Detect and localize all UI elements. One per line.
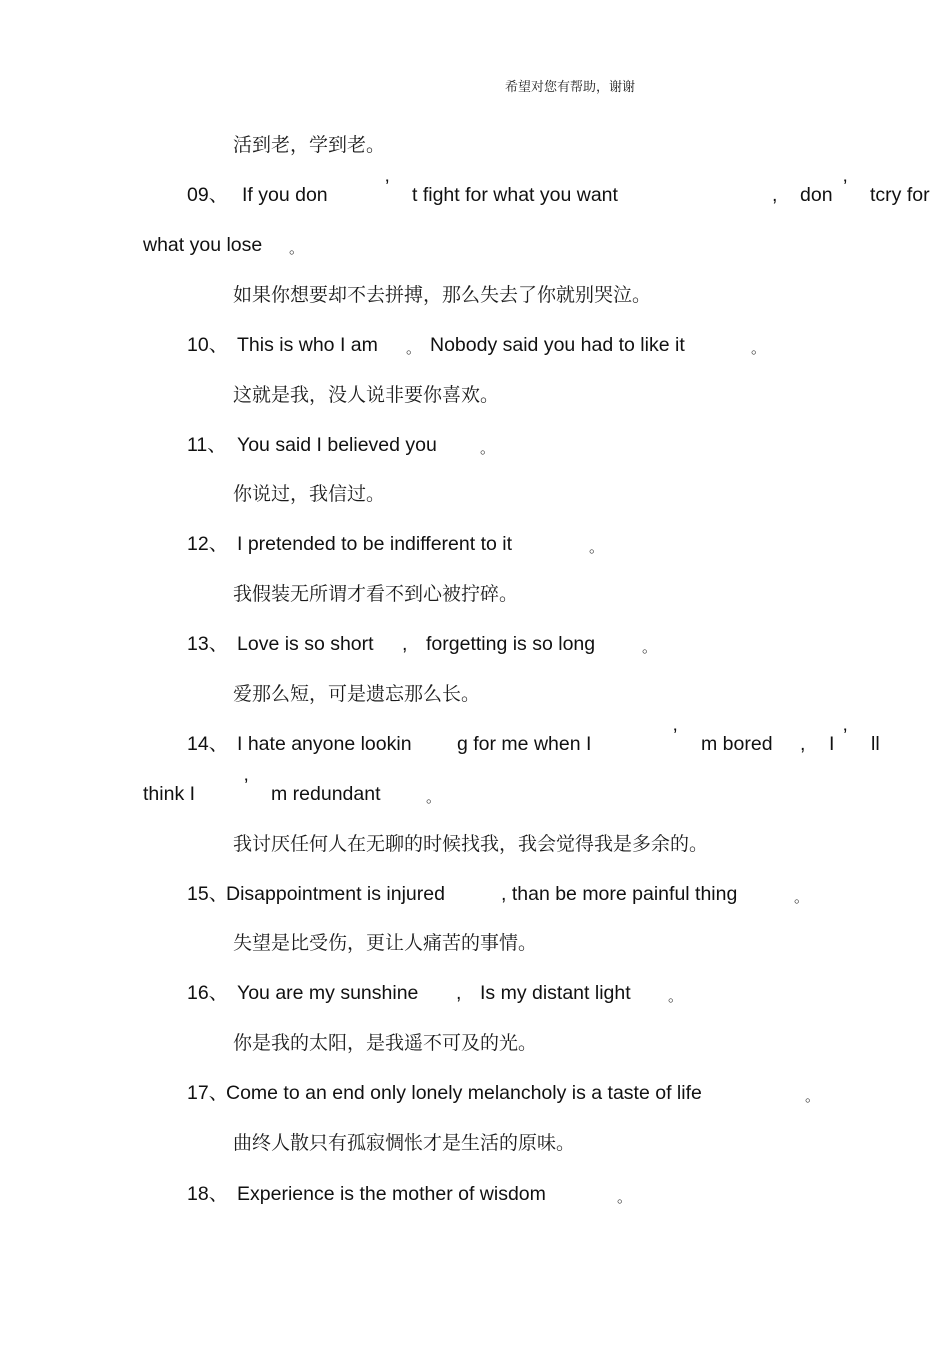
entry-text: m redundant [271, 783, 381, 805]
entry-number: 18、 [187, 1183, 229, 1205]
translation-line: 你是我的太阳，是我遥不可及的光。 [233, 1032, 538, 1054]
translation-line: 你说过，我信过。 [233, 483, 386, 505]
translation-line: 失望是比受伤，更让人痛苦的事情。 [233, 932, 538, 954]
translation-line: 活到老，学到老。 [233, 134, 386, 156]
translation-line: 曲终人散只有孤寂惆怅才是生活的原味。 [233, 1132, 576, 1154]
comma: , [402, 633, 408, 655]
entry-number: 15、 [187, 883, 229, 905]
entry-number: 10、 [187, 334, 229, 356]
page-header: 希望对您有帮助，谢谢 [504, 80, 635, 95]
apostrophe: ’ [244, 775, 249, 797]
period: 。 [642, 639, 658, 656]
comma: , [456, 982, 462, 1004]
period: 。 [480, 440, 496, 457]
apostrophe: ’ [843, 725, 848, 747]
entry-text: I [829, 733, 835, 755]
entry-number: 16、 [187, 982, 229, 1004]
period: 。 [794, 889, 810, 906]
translation-line: 我讨厌任何人在无聊的时候找我，我会觉得我是多余的。 [233, 833, 709, 855]
period: 。 [751, 340, 767, 357]
entry-text: You said I believed you [237, 434, 437, 456]
entry-text: g for me when I [457, 733, 592, 755]
entry-number: 12、 [187, 533, 229, 555]
entry-text: m bored [701, 733, 773, 755]
period: 。 [289, 240, 305, 257]
entry-number: 13、 [187, 633, 229, 655]
entry-text: This is who I am [237, 334, 378, 356]
entry-text: Love is so short [237, 633, 374, 655]
entry-text: You are my sunshine [237, 982, 419, 1004]
entry-number: 09、 [187, 184, 229, 206]
entry-text: Nobody said you had to like it [430, 334, 685, 356]
translation-line: 这就是我，没人说非要你喜欢。 [233, 384, 500, 406]
period: 。 [406, 340, 422, 357]
entry-text: I pretended to be indifferent to it [237, 533, 512, 555]
entry-text: Is my distant light [480, 982, 631, 1004]
translation-line: 我假装无所谓才看不到心被拧碎。 [233, 583, 519, 605]
entry-text: , than be more painful thing [501, 883, 738, 905]
translation-line: 爱那么短，可是遗忘那么长。 [233, 683, 481, 705]
entry-text: don [800, 184, 833, 206]
period: 。 [617, 1189, 633, 1206]
entry-text: ll [871, 733, 880, 755]
period: 。 [805, 1088, 821, 1105]
entry-text: Disappointment is injured [226, 883, 445, 905]
comma: , [772, 184, 778, 206]
period: 。 [668, 988, 684, 1005]
entry-text: Come to an end only lonely melancholy is a taste of life [226, 1082, 702, 1104]
entry-number: 11、 [187, 434, 227, 456]
period: 。 [589, 539, 605, 556]
apostrophe: ’ [385, 176, 390, 198]
entry-text: think I [143, 783, 196, 805]
period: 。 [426, 789, 442, 806]
entry-number: 17、 [187, 1082, 229, 1104]
entry-text: what you lose [143, 234, 263, 256]
apostrophe: ’ [843, 176, 848, 198]
entry-text: I hate anyone lookin [237, 733, 412, 755]
entry-text: forgetting is so long [426, 633, 596, 655]
entry-text: If you don [242, 184, 328, 206]
entry-text: tcry for [870, 184, 930, 206]
entry-number: 14、 [187, 733, 229, 755]
translation-line: 如果你想要却不去拼搏，那么失去了你就别哭泣。 [233, 284, 652, 306]
apostrophe: ’ [673, 725, 678, 747]
entry-text: t fight for what you want [412, 184, 618, 206]
comma: , [800, 733, 806, 755]
entry-text: Experience is the mother of wisdom [237, 1183, 546, 1205]
